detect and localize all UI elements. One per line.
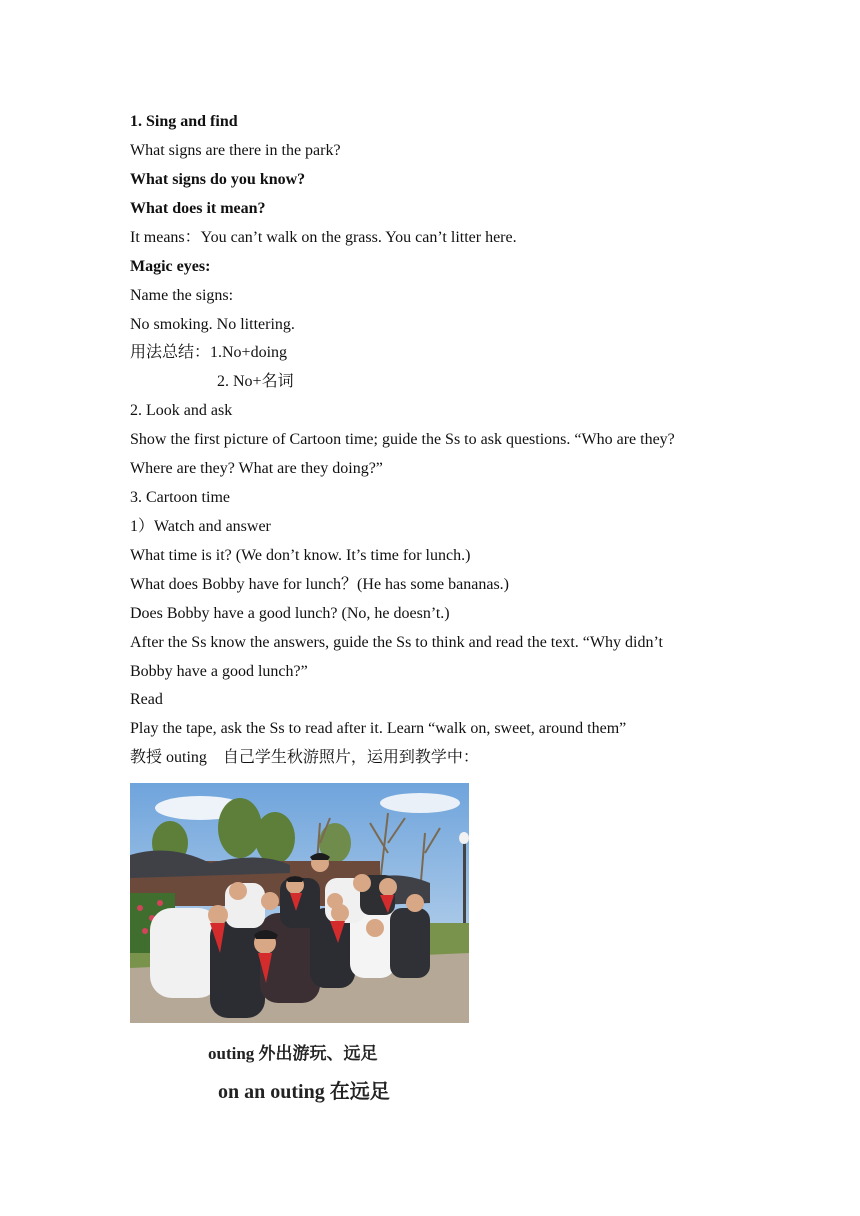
usage-summary-line: 2. No+名词 <box>217 373 294 390</box>
text-line: What does Bobby have for lunch？(He has some bananas.) <box>130 576 510 593</box>
text-line: What time is it? (We don’t know. It’s time for lunch.) <box>130 547 471 564</box>
usage-summary-line: 用法总结：1.No+doing <box>130 344 288 361</box>
text-line: Show the first picture of Cartoon time; guide the Ss to ask questions. “Who are they? <box>130 431 675 448</box>
text-line: Bobby have a good lunch?” <box>130 663 308 680</box>
outing-caption: outing 外出游玩、远足 <box>208 1044 378 1063</box>
text-line: 教授 outing 自己学生秋游照片，运用到教学中： <box>130 749 479 766</box>
text-line: 1）Watch and answer <box>130 518 271 535</box>
heading-look-and-ask: 2. Look and ask <box>130 402 233 419</box>
text-line: After the Ss know the answers, guide the Ss to think and read the text. “Why didn’t <box>130 634 663 651</box>
text-line: Does Bobby have a good lunch? (No, he doesn’t.) <box>130 605 450 622</box>
text-line: No smoking. No littering. <box>130 316 295 333</box>
heading-magic-eyes: Magic eyes: <box>130 258 211 275</box>
bold-question: What signs do you know? <box>130 171 306 188</box>
heading-sing-and-find: 1. Sing and find <box>130 113 238 130</box>
class-outing-photo <box>130 783 469 1023</box>
text-line: Read <box>130 691 163 708</box>
heading-cartoon-time: 3. Cartoon time <box>130 489 230 506</box>
text-line: Play the tape, ask the Ss to read after it. Learn “walk on, sweet, around them” <box>130 720 627 737</box>
text-line: Where are they? What are they doing?” <box>130 460 383 477</box>
text-line: What signs are there in the park? <box>130 142 341 159</box>
on-an-outing-caption: on an outing 在远足 <box>218 1081 390 1103</box>
text-line: Name the signs: <box>130 287 234 304</box>
bold-question: What does it mean? <box>130 200 266 217</box>
text-line: It means：You can’t walk on the grass. You can’t litter here. <box>130 229 517 246</box>
